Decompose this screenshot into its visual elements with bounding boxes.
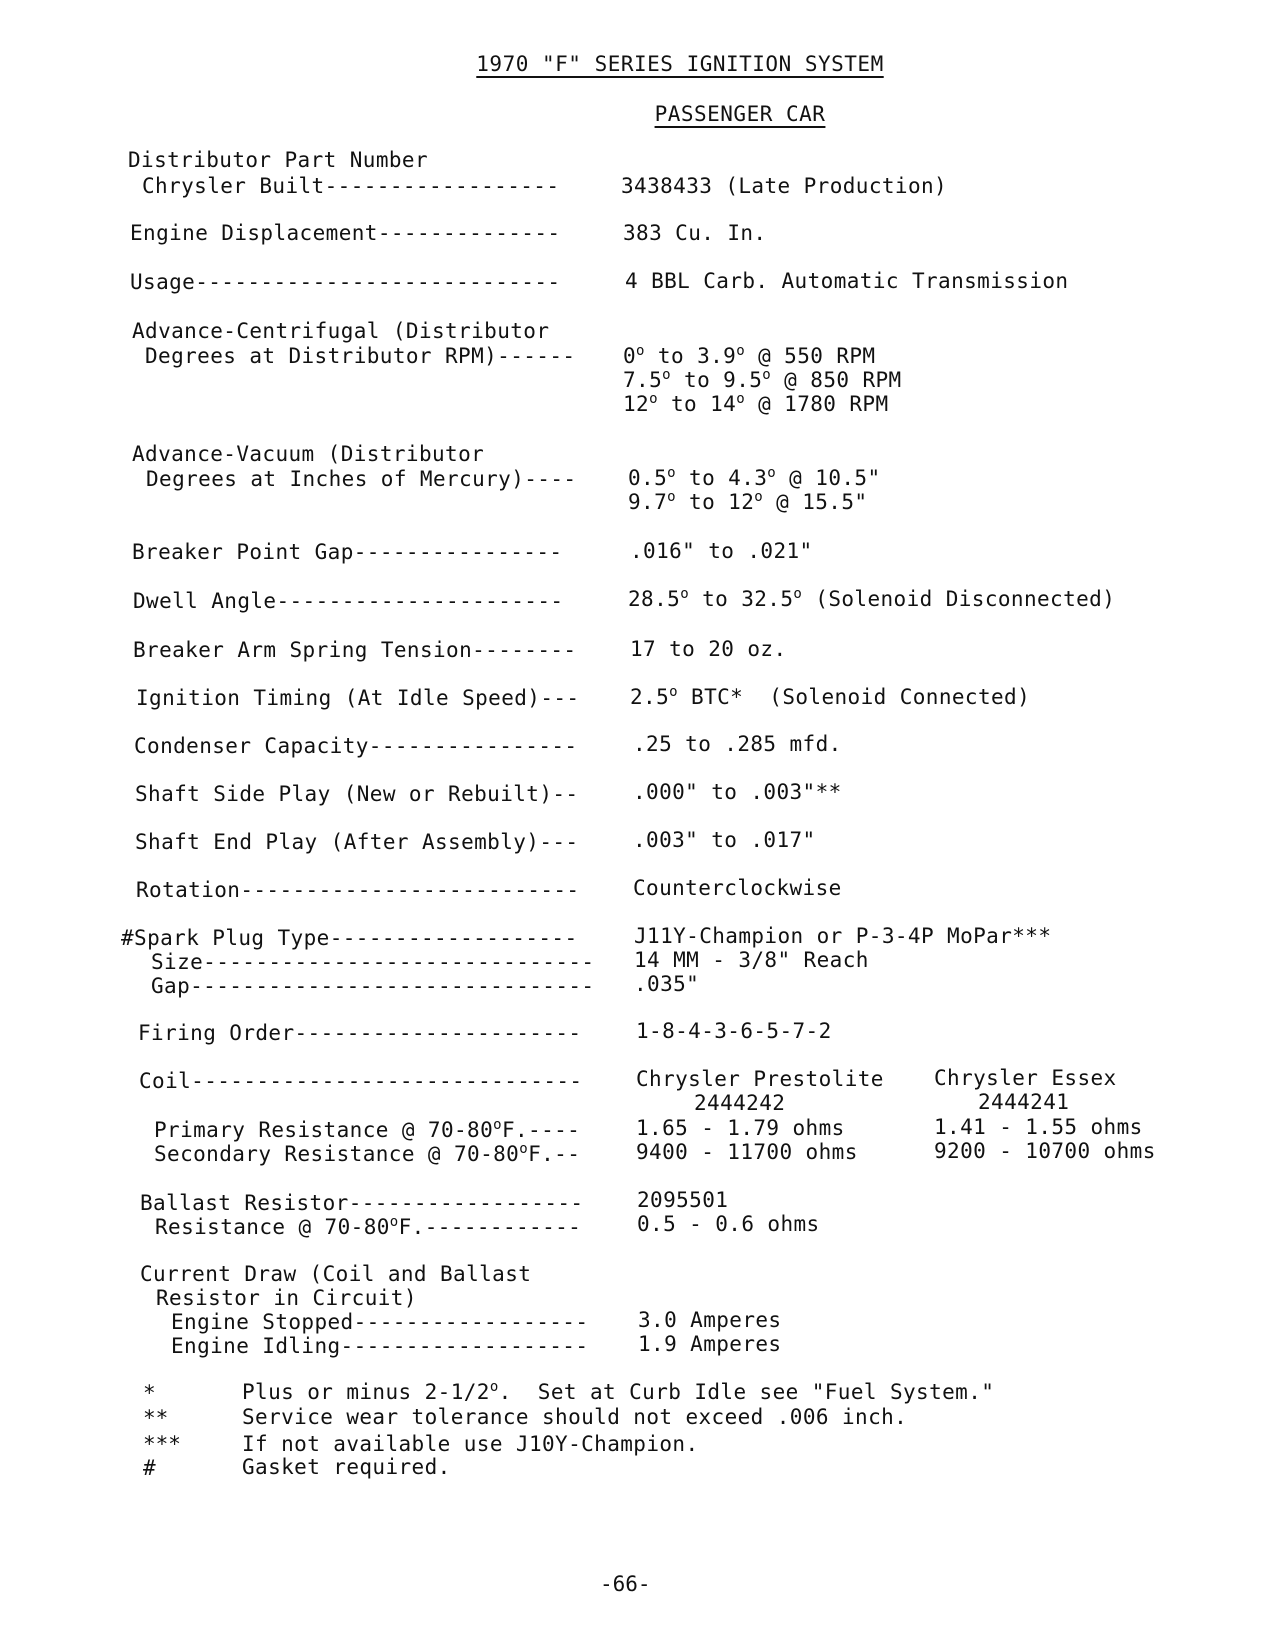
dwell-angle-label: Dwell Angle---------------------- bbox=[133, 589, 564, 613]
distributor-heading: Distributor Part Number bbox=[128, 148, 428, 172]
spring-tension-label: Breaker Arm Spring Tension-------- bbox=[133, 638, 577, 662]
advance-vacuum-value-1: 0.5$^o$ to 4.3$^o$ @ 10.5" bbox=[628, 465, 881, 490]
breaker-gap-label: Breaker Point Gap---------------- bbox=[132, 540, 563, 564]
chrysler-built-label: Chrysler Built------------------ bbox=[142, 174, 560, 198]
coil-essex-header: Chrysler Essex bbox=[934, 1066, 1117, 1090]
spark-plug-gap-value: .035" bbox=[634, 972, 700, 996]
footnote-symbol: *** bbox=[143, 1432, 181, 1456]
advance-centrifugal-value-1: 0$^o$ to 3.9$^o$ @ 550 RPM bbox=[623, 343, 876, 368]
coil-essex-part-number: 2444241 bbox=[978, 1090, 1070, 1114]
coil-prestolite-part-number: 2444242 bbox=[694, 1091, 786, 1115]
page-title: 1970 "F" SERIES IGNITION SYSTEM bbox=[476, 52, 884, 76]
breaker-gap-value: .016" to .021" bbox=[630, 539, 813, 563]
ballast-resistance-label: Resistance @ 70-80$^o$F.------------ bbox=[155, 1214, 582, 1239]
footnote-symbol: # bbox=[143, 1456, 156, 1480]
advance-vacuum-label-2: Degrees at Inches of Mercury)---- bbox=[146, 467, 577, 491]
coil-prestolite-header: Chrysler Prestolite bbox=[636, 1067, 884, 1091]
usage-value: 4 BBL Carb. Automatic Transmission bbox=[625, 269, 1069, 293]
engine-stopped-label: Engine Stopped------------------ bbox=[171, 1310, 589, 1334]
shaft-side-play-value: .000" to .003"** bbox=[633, 780, 842, 804]
spring-tension-value: 17 to 20 oz. bbox=[630, 637, 787, 661]
shaft-end-play-label: Shaft End Play (After Assembly)--- bbox=[135, 830, 579, 854]
rotation-label: Rotation-------------------------- bbox=[136, 878, 580, 902]
ignition-timing-value: 2.5$^o$ BTC* (Solenoid Connected) bbox=[630, 684, 1031, 709]
advance-vacuum-value-2: 9.7$^o$ to 12$^o$ @ 15.5" bbox=[628, 489, 868, 514]
firing-order-label: Firing Order---------------------- bbox=[138, 1021, 582, 1045]
footnote-text: If not available use J10Y-Champion. bbox=[242, 1432, 699, 1456]
footnote-symbol: * bbox=[143, 1381, 156, 1405]
secondary-resistance-essex: 9200 - 10700 ohms bbox=[934, 1139, 1156, 1163]
chrysler-built-value: 3438433 (Late Production) bbox=[621, 174, 948, 198]
advance-centrifugal-value-3: 12$^o$ to 14$^o$ @ 1780 RPM bbox=[623, 391, 889, 416]
ignition-timing-label: Ignition Timing (At Idle Speed)--- bbox=[136, 686, 580, 710]
secondary-resistance-prestolite: 9400 - 11700 ohms bbox=[636, 1140, 858, 1164]
spark-plug-type-value: J11Y-Champion or P-3-4P MoPar*** bbox=[634, 924, 1052, 948]
primary-resistance-label: Primary Resistance @ 70-80$^o$F.---- bbox=[154, 1117, 581, 1142]
shaft-side-play-label: Shaft Side Play (New or Rebuilt)-- bbox=[135, 782, 579, 806]
primary-resistance-essex: 1.41 - 1.55 ohms bbox=[934, 1115, 1143, 1139]
coil-label: Coil------------------------------ bbox=[139, 1069, 583, 1093]
current-draw-label: Current Draw (Coil and Ballast bbox=[140, 1262, 532, 1286]
footnote-symbol: ** bbox=[143, 1406, 169, 1430]
page-subtitle: PASSENGER CAR bbox=[654, 102, 826, 126]
ballast-resistor-value: 2095501 bbox=[637, 1188, 729, 1212]
advance-centrifugal-label: Advance-Centrifugal (Distributor bbox=[132, 319, 550, 343]
advance-centrifugal-label-2: Degrees at Distributor RPM)------ bbox=[145, 344, 576, 368]
condenser-label: Condenser Capacity---------------- bbox=[134, 734, 578, 758]
footnote-text: Plus or minus 2-1/2$^o$. Set at Curb Idle see "Fuel System." bbox=[242, 1379, 995, 1404]
engine-displacement-label: Engine Displacement-------------- bbox=[130, 221, 561, 245]
advance-centrifugal-value-2: 7.5$^o$ to 9.5$^o$ @ 850 RPM bbox=[623, 367, 902, 392]
rotation-value: Counterclockwise bbox=[633, 876, 842, 900]
usage-label: Usage---------------------------- bbox=[130, 270, 561, 294]
engine-displacement-value: 383 Cu. In. bbox=[623, 221, 767, 245]
secondary-resistance-label: Secondary Resistance @ 70-80$^o$F.-- bbox=[154, 1141, 581, 1166]
engine-idling-label: Engine Idling------------------- bbox=[171, 1334, 589, 1358]
current-draw-label-2: Resistor in Circuit) bbox=[156, 1286, 417, 1310]
shaft-end-play-value: .003" to .017" bbox=[633, 828, 816, 852]
advance-vacuum-label: Advance-Vacuum (Distributor bbox=[132, 442, 485, 466]
primary-resistance-prestolite: 1.65 - 1.79 ohms bbox=[636, 1116, 845, 1140]
page-number: -66- bbox=[600, 1572, 651, 1596]
spark-plug-size-label: Size------------------------------ bbox=[151, 950, 595, 974]
footnote-text: Gasket required. bbox=[242, 1455, 451, 1479]
spark-plug-size-value: 14 MM - 3/8" Reach bbox=[634, 948, 869, 972]
dwell-angle-value: 28.5$^o$ to 32.5$^o$ (Solenoid Disconnected) bbox=[628, 586, 1116, 611]
engine-stopped-value: 3.0 Amperes bbox=[638, 1308, 782, 1332]
spark-plug-type-label: #Spark Plug Type------------------- bbox=[121, 926, 578, 950]
spark-plug-gap-label: Gap------------------------------- bbox=[151, 974, 595, 998]
firing-order-value: 1-8-4-3-6-5-7-2 bbox=[636, 1019, 832, 1043]
ballast-resistor-label: Ballast Resistor------------------ bbox=[140, 1191, 584, 1215]
ballast-resistance-value: 0.5 - 0.6 ohms bbox=[637, 1212, 820, 1236]
condenser-value: .25 to .285 mfd. bbox=[633, 732, 842, 756]
footnote-text: Service wear tolerance should not exceed .006 inch. bbox=[242, 1405, 908, 1429]
engine-idling-value: 1.9 Amperes bbox=[638, 1332, 782, 1356]
